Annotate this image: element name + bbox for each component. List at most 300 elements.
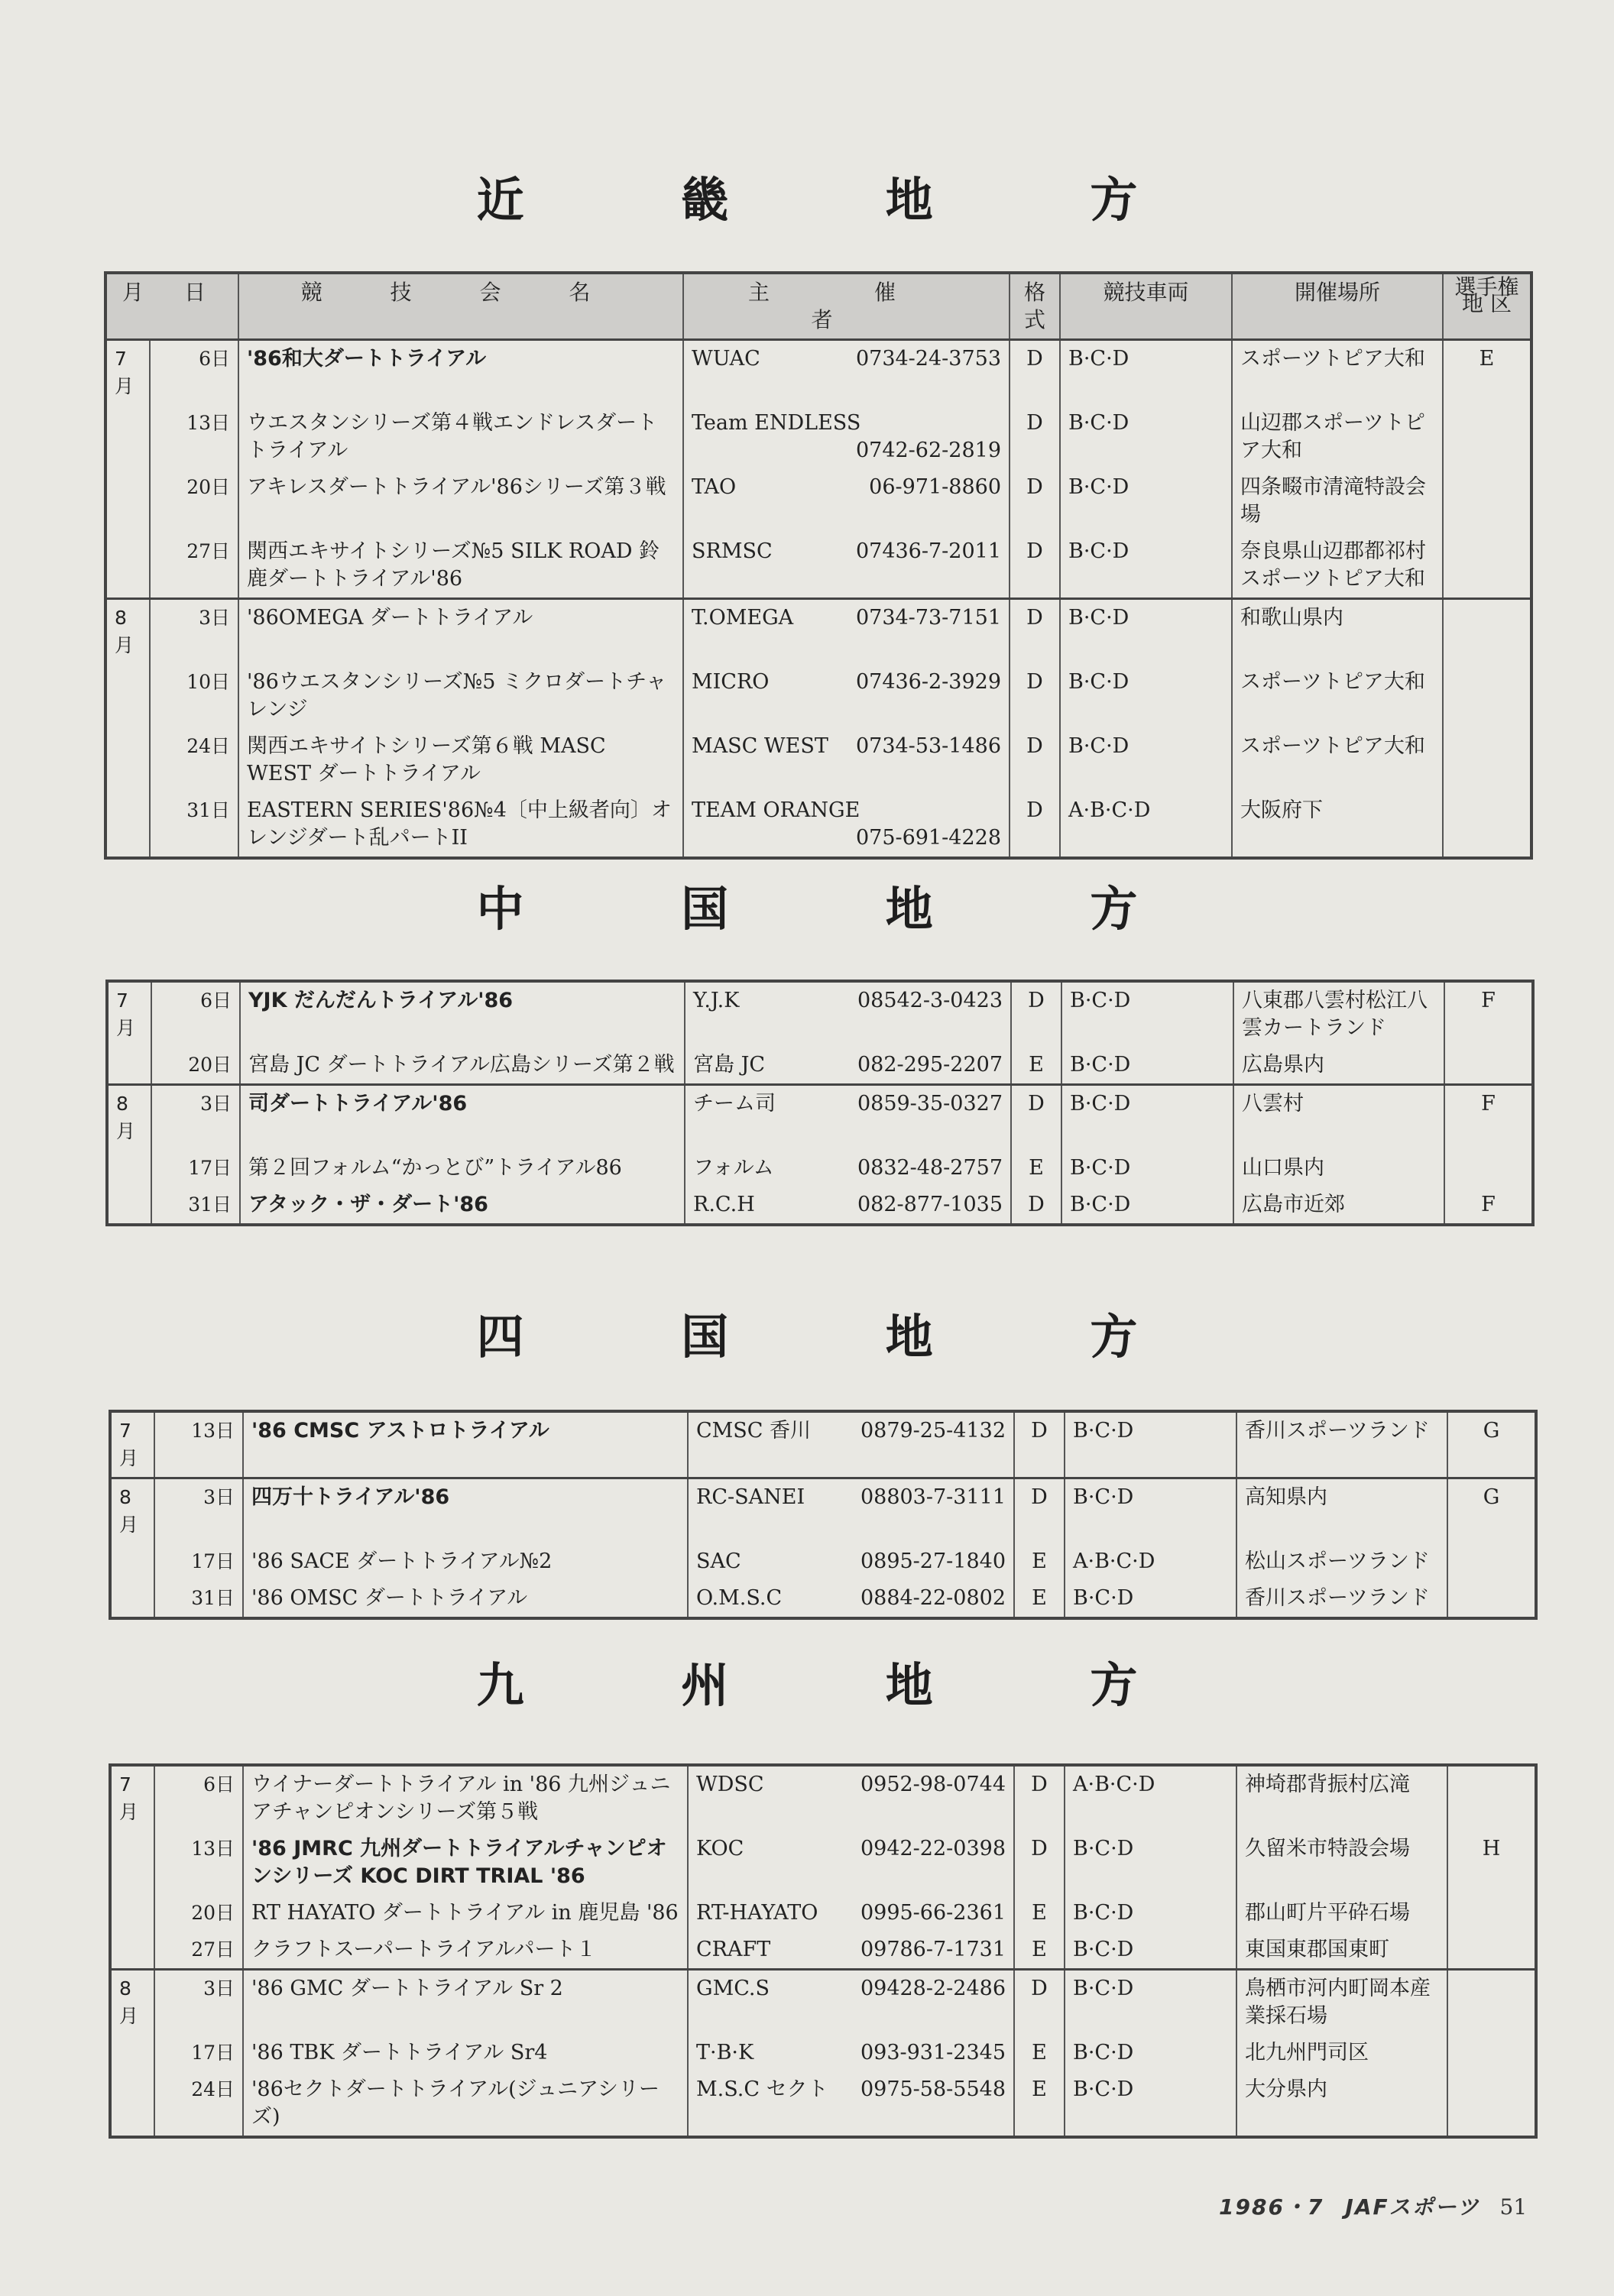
event-name-cell: クラフトスーパートライアルパート１: [243, 1932, 688, 1970]
vehicles-cell: B·C·D: [1065, 1932, 1236, 1970]
format-cell: D: [1010, 664, 1060, 728]
schedule-table-chugoku: [105, 980, 1535, 1226]
event-name-cell: 関西エキサイトシリーズ第６戦 MASC WEST ダートトライアル: [238, 728, 683, 792]
month-cell: [105, 664, 150, 728]
venue-cell: 四条畷市清滝特設会場: [1232, 469, 1443, 533]
format-cell: D: [1010, 340, 1060, 406]
vehicles-cell: B·C·D: [1061, 981, 1233, 1047]
organizer-cell: [688, 1478, 1014, 1544]
organizer-name: T.OMEGA: [692, 606, 794, 630]
vehicles-cell: B·C·D: [1060, 405, 1232, 469]
event-name-cell: アキレスダートトライアル'86シリーズ第３戦: [238, 469, 683, 533]
organizer-name: KOC: [696, 1837, 744, 1860]
region-title-kinki: 近 畿 地 方: [476, 172, 1208, 228]
organizer-tel: 0832-48-2757: [857, 1156, 1003, 1180]
organizer-tel: 06-971-8860: [869, 475, 1001, 499]
format-cell: D: [1011, 1085, 1061, 1151]
vehicles-cell: B·C·D: [1065, 1970, 1236, 2035]
format-cell: E: [1014, 2035, 1065, 2071]
organizer-cell: [683, 340, 1010, 406]
vehicles-cell: B·C·D: [1061, 1047, 1233, 1085]
day-cell: 3日: [154, 1970, 243, 2035]
month-cell: [110, 1831, 154, 1895]
organizer-cell: [685, 981, 1011, 1047]
event-name-cell: 司ダートトライアル'86: [240, 1085, 685, 1151]
vehicles-cell: B·C·D: [1065, 1895, 1236, 1932]
event-name-cell: 宮島 JC ダートトライアル広島シリーズ第２戦: [240, 1047, 685, 1085]
day-cell: 31日: [150, 792, 238, 858]
organizer-tel: 0884-22-0802: [860, 1586, 1006, 1610]
organizer-name: SAC: [696, 1550, 741, 1573]
venue-cell: スポーツトピア大和: [1232, 728, 1443, 792]
region-cell: [1447, 1895, 1536, 1932]
organizer-name: Y.J.K: [693, 989, 740, 1012]
event-name-cell: YJK だんだんトライアル'86: [240, 981, 685, 1047]
table-header-row: [105, 273, 1531, 340]
month-cell: [107, 1150, 151, 1187]
format-cell: D: [1011, 981, 1061, 1047]
format-cell: D: [1010, 405, 1060, 469]
organizer-tel: 09428-2-2486: [860, 1977, 1006, 2000]
organizer-tel: 0942-22-0398: [860, 1837, 1006, 1860]
organizer-name: M.S.C セクト: [696, 2077, 828, 2101]
table-row: [105, 792, 1531, 858]
organizer-line: [696, 1899, 1006, 1927]
organizer-line: [693, 1191, 1003, 1219]
region-cell: [1447, 1765, 1536, 1831]
region-cell: [1447, 1580, 1536, 1618]
format-cell: D: [1011, 1187, 1061, 1225]
organizer-line: [692, 345, 1001, 373]
vehicles-cell: B·C·D: [1061, 1187, 1233, 1225]
vehicles-cell: B·C·D: [1065, 1411, 1236, 1478]
month-cell: [105, 469, 150, 533]
organizer-name: MASC WEST: [692, 734, 828, 758]
day-cell: 27日: [154, 1932, 243, 1970]
region-cell: [1443, 728, 1531, 792]
organizer-line: [693, 1154, 1003, 1182]
event-name-cell: EASTERN SERIES'86№4〔中上級者向〕オレンジダート乱パートII: [238, 792, 683, 858]
format-cell: D: [1010, 728, 1060, 792]
format-cell: D: [1010, 469, 1060, 533]
organizer-name: T·B·K: [696, 2041, 754, 2064]
region-cell: [1443, 599, 1531, 665]
vehicles-cell: B·C·D: [1060, 340, 1232, 406]
region-cell: E: [1443, 340, 1531, 406]
day-cell: 27日: [150, 533, 238, 599]
month-cell: [110, 2071, 154, 2137]
region-cell: [1443, 792, 1531, 858]
schedule-table-shikoku: [109, 1410, 1538, 1620]
table-row: [105, 599, 1531, 665]
format-cell: E: [1014, 2071, 1065, 2137]
event-name-cell: '86 CMSC アストロトライアル: [243, 1411, 688, 1478]
table-row: [107, 1150, 1533, 1187]
page-number: 51: [1499, 2194, 1528, 2220]
organizer-name: チーム司: [693, 1092, 776, 1116]
organizer-line: [696, 1975, 1006, 2003]
header-format: 格式: [1010, 273, 1060, 340]
month-cell: 8月: [110, 1478, 154, 1544]
organizer-cell: [688, 2035, 1014, 2071]
month-cell: [107, 1187, 151, 1225]
organizer-name: RC-SANEI: [696, 1485, 805, 1509]
table-row: [105, 405, 1531, 469]
vehicles-cell: B·C·D: [1060, 533, 1232, 599]
table-row: [107, 1187, 1533, 1225]
format-cell: D: [1014, 1478, 1065, 1544]
organizer-cell: [685, 1085, 1011, 1151]
organizer-cell: [688, 1831, 1014, 1895]
format-cell: E: [1011, 1047, 1061, 1085]
venue-cell: 広島市近郊: [1233, 1187, 1444, 1225]
organizer-name: Team ENDLESS: [692, 411, 861, 435]
organizer-cell: [683, 728, 1010, 792]
region-cell: [1443, 533, 1531, 599]
table-row: [110, 1411, 1536, 1478]
organizer-cell: [688, 1411, 1014, 1478]
vehicles-cell: B·C·D: [1065, 1831, 1236, 1895]
table-row: [110, 1580, 1536, 1618]
event-name-cell: '86 GMC ダートトライアル Sr 2: [243, 1970, 688, 2035]
venue-cell: 奈良県山辺郡都祁村スポーツトピア大和: [1232, 533, 1443, 599]
organizer-tel: 08542-3-0423: [857, 989, 1003, 1012]
organizer-line: [692, 669, 1001, 696]
region-cell: [1444, 1047, 1533, 1085]
vehicles-cell: B·C·D: [1065, 1580, 1236, 1618]
format-cell: D: [1014, 1831, 1065, 1895]
format-cell: D: [1010, 792, 1060, 858]
event-name-cell: 四万十トライアル'86: [243, 1478, 688, 1544]
magazine-title: JAFスポーツ: [1345, 2194, 1480, 2220]
day-cell: 3日: [150, 599, 238, 665]
format-cell: D: [1010, 533, 1060, 599]
organizer-name: SRMSC: [692, 539, 773, 563]
header-championship-region: 選手権 地 区: [1443, 273, 1531, 340]
format-cell: D: [1010, 599, 1060, 665]
event-name-cell: 第２回フォルム“かっとび”トライアル86: [240, 1150, 685, 1187]
organizer-name: TAO: [692, 475, 737, 499]
month-cell: 7月: [110, 1411, 154, 1478]
month-cell: [110, 1895, 154, 1932]
month-cell: 7月: [105, 340, 150, 406]
vehicles-cell: A·B·C·D: [1065, 1543, 1236, 1580]
organizer-cell: [683, 469, 1010, 533]
organizer-name: TEAM ORANGE: [692, 798, 860, 822]
table-row: [105, 340, 1531, 406]
organizer-tel: 07436-7-2011: [855, 539, 1001, 563]
organizer-tel: 082-295-2207: [857, 1053, 1003, 1077]
organizer-cell: [685, 1047, 1011, 1085]
organizer-tel: 0734-24-3753: [855, 347, 1001, 371]
vehicles-cell: A·B·C·D: [1065, 1765, 1236, 1831]
region-title-chugoku: 中 国 地 方: [476, 881, 1208, 937]
organizer-name: CMSC 香川: [696, 1419, 812, 1443]
day-cell: 13日: [154, 1831, 243, 1895]
table-row: [110, 2071, 1536, 2137]
organizer-cell: [683, 664, 1010, 728]
organizer-line: [696, 1548, 1006, 1575]
organizer-cell: [688, 1543, 1014, 1580]
month-group: [107, 1085, 1533, 1226]
day-cell: 17日: [154, 2035, 243, 2071]
month-cell: [110, 1932, 154, 1970]
organizer-tel: 0995-66-2361: [860, 1901, 1006, 1925]
region-cell: [1443, 469, 1531, 533]
organizer-tel: 0734-53-1486: [855, 734, 1001, 758]
organizer-line: [696, 1936, 1006, 1964]
venue-cell: 北九州門司区: [1236, 2035, 1447, 2071]
format-cell: E: [1014, 1543, 1065, 1580]
day-cell: 6日: [150, 340, 238, 406]
organizer-line: [692, 604, 1001, 632]
format-cell: D: [1014, 1411, 1065, 1478]
format-cell: E: [1014, 1895, 1065, 1932]
region-cell: [1447, 1932, 1536, 1970]
organizer-line: [696, 1771, 1006, 1799]
day-cell: 13日: [154, 1411, 243, 1478]
vehicles-cell: A·B·C·D: [1060, 792, 1232, 858]
month-cell: 7月: [107, 981, 151, 1047]
venue-cell: 高知県内: [1236, 1478, 1447, 1544]
month-group: [110, 1411, 1536, 1478]
venue-cell: 鳥栖市河内町岡本産業採石場: [1236, 1970, 1447, 2035]
region-cell: [1447, 2035, 1536, 2071]
region-cell: G: [1447, 1411, 1536, 1478]
organizer-tel: 0734-73-7151: [855, 606, 1001, 630]
organizer-line: [693, 1051, 1003, 1079]
header-vehicles: 競技車両: [1060, 273, 1232, 340]
organizer-name: MICRO: [692, 670, 770, 694]
day-cell: 10日: [150, 664, 238, 728]
venue-cell: スポーツトピア大和: [1232, 664, 1443, 728]
organizer-line: [693, 1090, 1003, 1118]
table-row: [110, 1765, 1536, 1831]
vehicles-cell: B·C·D: [1060, 728, 1232, 792]
format-cell: E: [1014, 1932, 1065, 1970]
organizer-cell: [688, 1765, 1014, 1831]
header-organizer: 主 催 者: [683, 273, 1010, 340]
venue-cell: 山辺郡スポーツトピア大和: [1232, 405, 1443, 469]
month-cell: [105, 728, 150, 792]
organizer-line: [696, 2039, 1006, 2067]
day-cell: 3日: [151, 1085, 240, 1151]
day-cell: 24日: [150, 728, 238, 792]
organizer-cell: [688, 1895, 1014, 1932]
organizer-line: [696, 1835, 1006, 1863]
month-cell: 7月: [110, 1765, 154, 1831]
vehicles-cell: B·C·D: [1060, 599, 1232, 665]
organizer-cell: [685, 1150, 1011, 1187]
header-event-name: 競 技 会 名: [238, 273, 683, 340]
day-cell: 20日: [154, 1895, 243, 1932]
organizer-name: R.C.H: [693, 1193, 755, 1216]
region-cell: [1444, 1150, 1533, 1187]
organizer-name: GMC.S: [696, 1977, 770, 2000]
venue-cell: 大阪府下: [1232, 792, 1443, 858]
organizer-tel: 075-691-4228: [855, 826, 1001, 850]
organizer-tel: 0859-35-0327: [857, 1092, 1003, 1116]
organizer-tel: 0879-25-4132: [860, 1419, 1006, 1443]
header-month-day: 月 日: [105, 273, 238, 340]
vehicles-cell: B·C·D: [1061, 1150, 1233, 1187]
table-row: [107, 1047, 1533, 1085]
table-row: [105, 664, 1531, 728]
table-row: [110, 1932, 1536, 1970]
day-cell: 13日: [150, 405, 238, 469]
header-venue: 開催場所: [1232, 273, 1443, 340]
month-group: [105, 599, 1531, 859]
month-cell: [110, 1543, 154, 1580]
format-cell: E: [1011, 1150, 1061, 1187]
day-cell: 31日: [154, 1580, 243, 1618]
table-row: [110, 1895, 1536, 1932]
issue-date: 1986・7: [1219, 2194, 1324, 2220]
organizer-cell: [683, 533, 1010, 599]
event-name-cell: '86セクトダートトライアル(ジュニアシリーズ): [243, 2071, 688, 2137]
table-row: [110, 1543, 1536, 1580]
venue-cell: 八雲村: [1233, 1085, 1444, 1151]
venue-cell: 郡山町片平砕石場: [1236, 1895, 1447, 1932]
organizer-cell: [683, 599, 1010, 665]
organizer-name: フォルム: [693, 1156, 774, 1180]
organizer-tel: 082-877-1035: [857, 1193, 1003, 1216]
organizer-tel: 0895-27-1840: [860, 1550, 1006, 1573]
organizer-cell: [688, 1970, 1014, 2035]
region-cell: H: [1447, 1831, 1536, 1895]
organizer-tel: 08803-7-3111: [860, 1485, 1006, 1509]
month-group: [107, 981, 1533, 1085]
venue-cell: 久留米市特設会場: [1236, 1831, 1447, 1895]
organizer-cell: [683, 792, 1010, 858]
organizer-line: [696, 1484, 1006, 1511]
month-cell: [105, 792, 150, 858]
month-group: [105, 340, 1531, 599]
month-cell: [110, 1580, 154, 1618]
month-cell: [105, 533, 150, 599]
event-name-cell: '86 JMRC 九州ダートトライアルチャンピオンシリーズ KOC DIRT TRIAL '86: [243, 1831, 688, 1895]
event-name-cell: '86 OMSC ダートトライアル: [243, 1580, 688, 1618]
vehicles-cell: B·C·D: [1065, 2035, 1236, 2071]
month-group: [110, 1765, 1536, 1970]
event-name-cell: '86 SACE ダートトライアル№2: [243, 1543, 688, 1580]
day-cell: 20日: [151, 1047, 240, 1085]
organizer-name: 宮島 JC: [693, 1053, 766, 1077]
organizer-line: [693, 987, 1003, 1015]
schedule-table-kyushu: [109, 1763, 1538, 2139]
venue-cell: 八東郡八雲村松江八雲カートランド: [1233, 981, 1444, 1047]
format-cell: D: [1014, 1765, 1065, 1831]
vehicles-cell: B·C·D: [1065, 1478, 1236, 1544]
organizer-name: CRAFT: [696, 1938, 771, 1961]
venue-cell: 山口県内: [1233, 1150, 1444, 1187]
table-row: [110, 1831, 1536, 1895]
month-group: [110, 1478, 1536, 1619]
month-cell: [107, 1047, 151, 1085]
region-cell: F: [1444, 981, 1533, 1047]
venue-cell: 和歌山県内: [1232, 599, 1443, 665]
organizer-tel: 093-931-2345: [860, 2041, 1006, 2064]
event-name-cell: 関西エキサイトシリーズ№5 SILK ROAD 鈴鹿ダートトライアル'86: [238, 533, 683, 599]
table-row: [107, 981, 1533, 1047]
format-cell: D: [1014, 1970, 1065, 2035]
day-cell: 20日: [150, 469, 238, 533]
event-name-cell: '86和大ダートトライアル: [238, 340, 683, 406]
schedule-table-kinki: [104, 271, 1533, 860]
day-cell: 3日: [154, 1478, 243, 1544]
region-cell: F: [1444, 1187, 1533, 1225]
organizer-cell: [688, 1580, 1014, 1618]
vehicles-cell: B·C·D: [1065, 2071, 1236, 2137]
organizer-line: [692, 474, 1001, 501]
venue-cell: 東国東郡国東町: [1236, 1932, 1447, 1970]
region-cell: [1443, 664, 1531, 728]
month-cell: 8月: [107, 1085, 151, 1151]
vehicles-cell: B·C·D: [1060, 664, 1232, 728]
organizer-cell: [688, 2071, 1014, 2137]
event-name-cell: '86 TBK ダートトライアル Sr4: [243, 2035, 688, 2071]
venue-cell: 松山スポーツランド: [1236, 1543, 1447, 1580]
venue-cell: スポーツトピア大和: [1232, 340, 1443, 406]
format-cell: E: [1014, 1580, 1065, 1618]
organizer-tel: 09786-7-1731: [860, 1938, 1006, 1961]
organizer-tel: 07436-2-3929: [855, 670, 1001, 694]
month-cell: 8月: [110, 1970, 154, 2035]
organizer-line: [692, 538, 1001, 565]
month-group: [110, 1970, 1536, 2138]
table-row: [105, 533, 1531, 599]
venue-cell: 香川スポーツランド: [1236, 1411, 1447, 1478]
vehicles-cell: B·C·D: [1061, 1085, 1233, 1151]
table-row: [110, 1478, 1536, 1544]
vehicles-cell: B·C·D: [1060, 469, 1232, 533]
venue-cell: 広島県内: [1233, 1047, 1444, 1085]
region-title-shikoku: 四 国 地 方: [476, 1309, 1208, 1365]
organizer-cell: [683, 405, 1010, 469]
event-name-cell: '86OMEGA ダートトライアル: [238, 599, 683, 665]
region-cell: G: [1447, 1478, 1536, 1544]
region-cell: [1443, 405, 1531, 469]
organizer-name: RT-HAYATO: [696, 1901, 818, 1925]
venue-cell: 神埼郡背振村広滝: [1236, 1765, 1447, 1831]
month-cell: [105, 405, 150, 469]
organizer-line: [692, 733, 1001, 760]
organizer-line: [696, 1417, 1006, 1445]
organizer-name: O.M.S.C: [696, 1586, 783, 1610]
organizer-tel: 0975-58-5548: [860, 2077, 1006, 2101]
venue-cell: 香川スポーツランド: [1236, 1580, 1447, 1618]
day-cell: 6日: [154, 1765, 243, 1831]
event-name-cell: アタック・ザ・ダート'86: [240, 1187, 685, 1225]
day-cell: 31日: [151, 1187, 240, 1225]
organizer-tel: 0742-62-2819: [855, 439, 1001, 462]
venue-cell: 大分県内: [1236, 2071, 1447, 2137]
event-name-cell: ウイナーダートトライアル in '86 九州ジュニアチャンピオンシリーズ第５戦: [243, 1765, 688, 1831]
table-row: [110, 2035, 1536, 2071]
table-row: [107, 1085, 1533, 1151]
organizer-line: [696, 2076, 1006, 2103]
event-name-cell: ウエスタンシリーズ第４戦エンドレスダートトライアル: [238, 405, 683, 469]
table-row: [110, 1970, 1536, 2035]
table-row: [105, 469, 1531, 533]
month-cell: [110, 2035, 154, 2071]
month-cell: 8月: [105, 599, 150, 665]
page-footer: [1219, 2191, 1527, 2221]
day-cell: 24日: [154, 2071, 243, 2137]
organizer-line: [696, 1585, 1006, 1612]
region-cell: [1447, 2071, 1536, 2137]
organizer-tel: 0952-98-0744: [860, 1773, 1006, 1796]
